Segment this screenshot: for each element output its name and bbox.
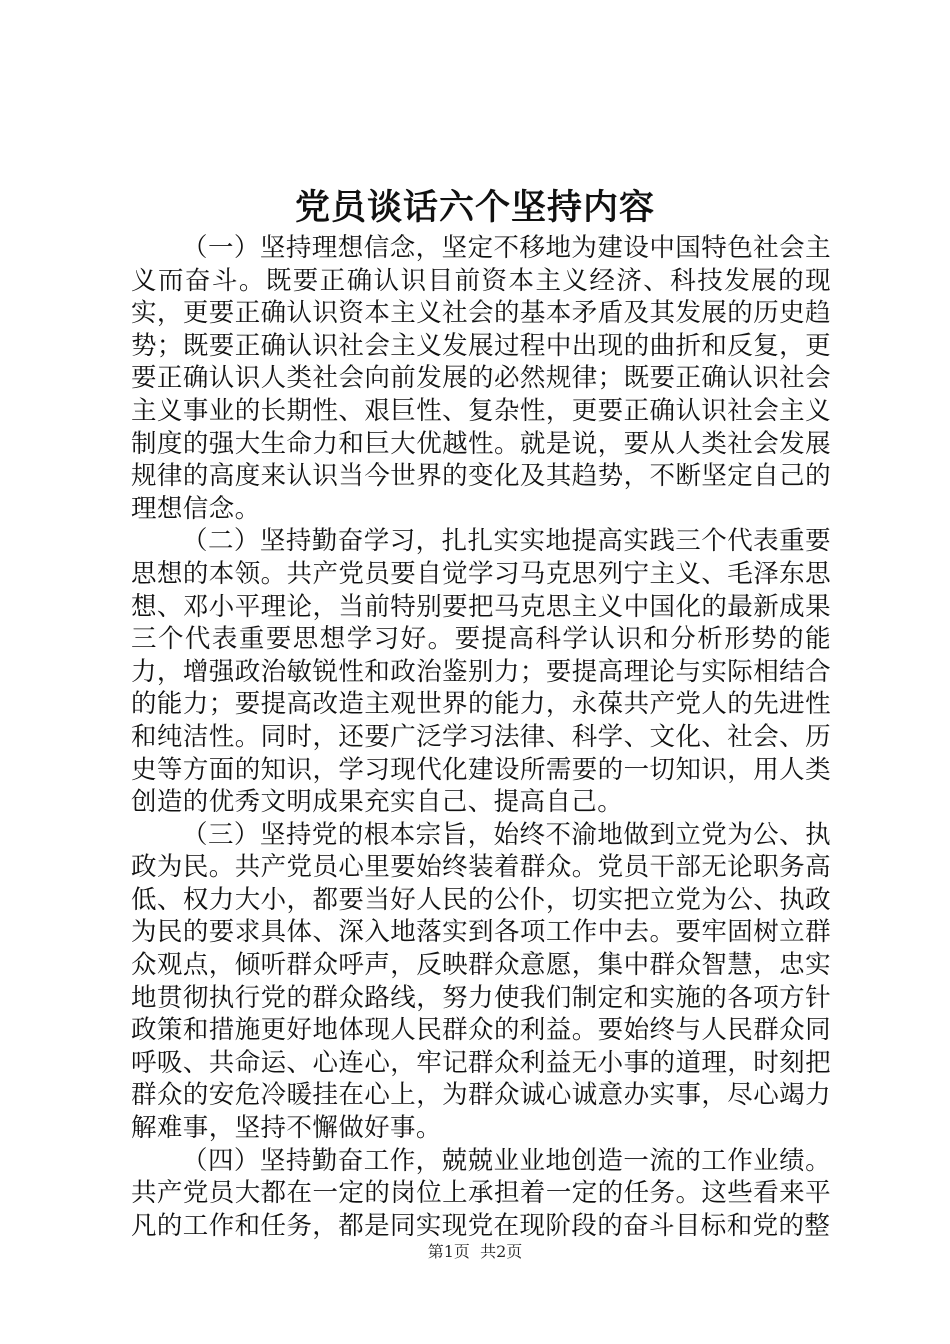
paragraph-4: （四）坚持勤奋工作，兢兢业业地创造一流的工作业绩。共产党员大都在一定的岗位上承担着一定的任务。这些看来平凡的工作和任务，都是同实现党在现阶段的奋斗目标和党的整 — [131, 1145, 831, 1241]
paragraph-3: （三）坚持党的根本宗旨，始终不渝地做到立党为公、执政为民。共产党员心里要始终装着群众。党员干部无论职务高低、权力大小，都要当好人民的公仆，切实把立党为公、执政为民的要求具体、深入地落实到各项工作中去。要牢固树立群众观点，倾听群众呼声，反映群众意愿，集中群众智慧，忠实地贯彻执行党的群众路线，努力使我们制定和实施的各项方针政策和措施更好地体现人民群众的利益。要始终与人民群众同呼吸、共命运、心连心，牢记群众利益无小事的道理，时刻把群众的安危冷暖挂在心上，为群众诚心诚意办实事，尽心竭力解难事，坚持不懈做好事。 — [131, 819, 831, 1144]
paragraph-2: （二）坚持勤奋学习，扎扎实实地提高实践三个代表重要思想的本领。共产党员要自觉学习马克思列宁主义、毛泽东思想、邓小平理论，当前特别要把马克思主义中国化的最新成果三个代表重要思想学习好。要提高科学认识和分析形势的能力，增强政治敏锐性和政治鉴别力；要提高理论与实际相结合的能力；要提高改造主观世界的能力，永葆共产党人的先进性和纯洁性。同时，还要广泛学习法律、科学、文化、社会、历史等方面的知识，学习现代化建设所需要的一切知识，用人类创造的优秀文明成果充实自己、提高自己。 — [131, 526, 831, 818]
document-title: 党员谈话六个坚持内容 — [294, 187, 655, 228]
paragraph-1: （一）坚持理想信念，坚定不移地为建设中国特色社会主义而奋斗。既要正确认识目前资本主义经济、科技发展的现实，更要正确认识资本主义社会的基本矛盾及其发展的历史趋势；既要正确认识社会主义发展过程中出现的曲折和反复，更要正确认识人类社会向前发展的必然规律；既要正确认识社会主义事业的长期性、艰巨性、复杂性，更要正确认识社会主义制度的强大生命力和巨大优越性。就是说，要从人类社会发展规律的高度来认识当今世界的变化及其趋势，不断坚定自己的理想信念。 — [131, 233, 831, 524]
document-body — [131, 232, 831, 1242]
page-footer — [0, 1242, 950, 1262]
page-number-label: 第1页 共2页 — [427, 1242, 523, 1261]
